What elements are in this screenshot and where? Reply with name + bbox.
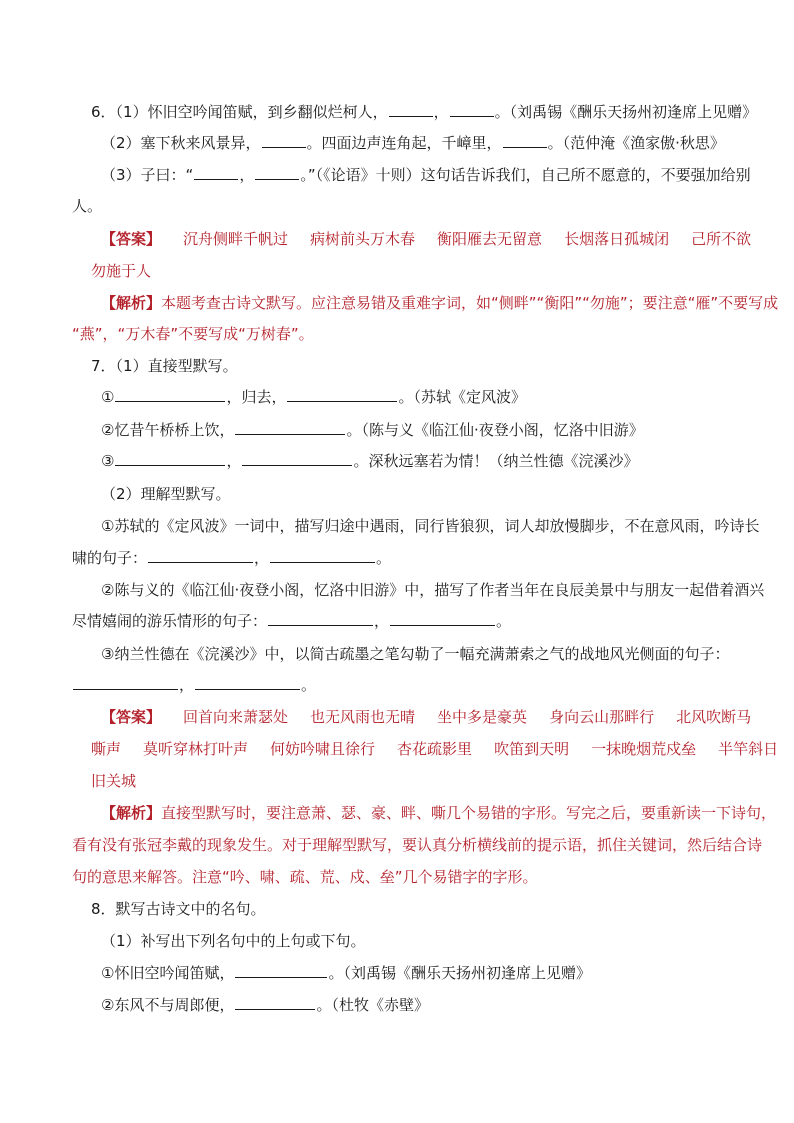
q6-item-3: （3）子曰：“ ， 。”（《论语》十则）这句话告诉我们，自己所不愿意的，不要强加给别 [101,166,751,184]
q7-understand-2-cont: 尽情嬉闹的游乐情形的句子： ， 。 [72,612,512,630]
q7-answer: 【答案】 回首向来萧瑟处 也无风雨也无晴 坐中多是豪英 身向云山那畔行 北风吹断马 [101,708,752,726]
q8-subtitle: （1）补写出下列名句中的上句或下句。 [101,932,366,950]
answer-blank[interactable] [235,994,315,1010]
q7-analysis-cont-2: 句的意思来解答。注意“吟、啸、疏、荒、戍、垒”几个易错字的字形。 [72,868,538,886]
q7-understand-1: ①苏轼的《定风波》一词中，描写归途中遇雨，同行皆狼狈，词人却放慢脚步，不在意风雨，吟诗长 [101,517,760,535]
q7-item-3: ③ ， 。深秋远塞若为情！（纳兰性德《浣溪沙》 [101,452,639,470]
answer-blank[interactable] [194,164,238,180]
q7-analysis: 【解析】直接型默写时，要注意萧、瑟、豪、畔、嘶几个易错的字形。写完之后，要重新读一下诗句， [101,804,777,822]
q7-item-2: ②忆昔午桥桥上饮， 。（陈与义《临江仙·夜登小阁，忆洛中旧游》 [101,421,644,439]
q8-item-2: ②东风不与周郎便， 。（杜牧《赤壁》 [101,996,429,1014]
q7-answer-cont-1: 嘶声 莫听穿林打叶声 何妨吟啸且徐行 杏花疏影里 吹笛到天明 一抹晚烟荒戍垒 半竿斜日 [91,740,779,758]
analysis-tag: 【解析】 [101,804,162,822]
q6-answer: 【答案】 沉舟侧畔千帆过 病树前头万木春 衡阳雁去无留意 长烟落日孤城闭 己所不欲 [101,230,752,248]
q6-item-2: （2）塞下秋来风景异， 。四面边声连角起，千嶂里， 。（范仲淹《渔家傲·秋思》 [101,134,725,152]
answer-blank[interactable] [255,164,299,180]
answer-blank[interactable] [148,547,253,563]
answer-blank[interactable] [242,450,352,466]
q6-answer-cont: 勿施于人 [91,262,152,280]
q7-answer-cont-2: 旧关城 [91,772,137,790]
answer-blank[interactable] [115,450,225,466]
q8-title: 8．默写古诗文中的名句。 [91,900,266,918]
q7-subtitle: （2）理解型默写。 [101,485,231,503]
q6-item-3-cont: 人。 [72,197,103,215]
answer-blank[interactable] [268,610,373,626]
q7-item-1: ① ，归去， 。（苏轼《定风波》 [101,388,526,406]
q7-title: 7．（1）直接型默写。 [91,357,238,375]
answer-blank[interactable] [389,101,433,117]
answer-blank[interactable] [235,419,345,435]
q7-understand-2: ②陈与义的《临江仙·夜登小阁，忆洛中旧游》中，描写了作者当年在良辰美景中与朋友一起借着酒兴 [101,581,765,599]
q7-analysis-cont-1: 看有没有张冠李戴的现象发生。对于理解型默写，要认真分析横线前的提示语，抓住关键词，然后结合诗 [72,836,763,854]
answer-blank[interactable] [287,386,397,402]
answer-tag: 【答案】 [101,230,162,248]
answer-blank[interactable] [450,101,494,117]
q6-analysis: 【解析】本题考查古诗文默写。应注意易错及重难字词，如“侧畔”“衡阳”“勿施”；要注意“雁”不要写成 [101,294,779,312]
answer-blank[interactable] [270,547,375,563]
answer-blank[interactable] [503,132,547,148]
answer-blank[interactable] [262,132,306,148]
answer-tag: 【答案】 [101,708,162,726]
q6-item-1: 6．（1）怀旧空吟闻笛赋，到乡翻似烂柯人， ， 。（刘禹锡《酬乐天扬州初逢席上见赠》 [91,103,758,121]
q7-understand-3: ③纳兰性德在《浣溪沙》中，以简古疏墨之笔勾勒了一幅充满萧索之气的战地风光侧面的句子： [101,645,730,663]
q7-understand-1-cont: 啸的句子： ， 。 [72,549,392,567]
q6-analysis-cont: “燕”，“万木春”不要写成“万树春”。 [72,325,314,343]
analysis-tag: 【解析】 [101,294,162,312]
q7-understand-3-cont: ， 。 [72,674,316,696]
answer-blank[interactable] [390,610,495,626]
answer-blank[interactable] [235,962,327,978]
answer-blank[interactable] [115,386,225,402]
answer-blank[interactable] [195,674,300,690]
q8-item-1: ①怀旧空吟闻笛赋， 。（刘禹锡《酬乐天扬州初逢席上见赠》 [101,964,591,982]
answer-blank[interactable] [73,674,178,690]
